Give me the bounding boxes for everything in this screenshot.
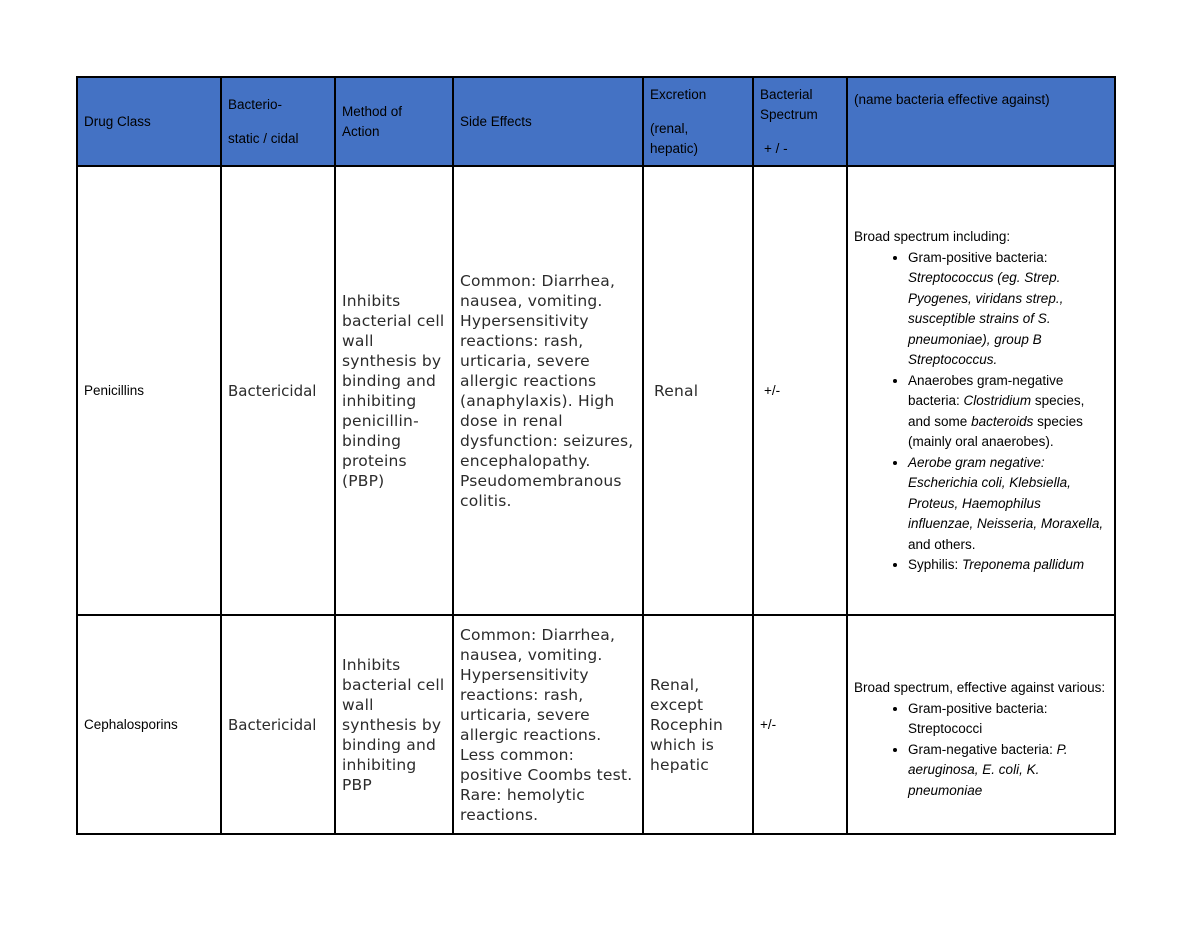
header-method: Method of Action <box>335 77 453 166</box>
bacteria-intro: Broad spectrum, effective against various: <box>854 680 1106 695</box>
excretion-cell: Renal <box>643 166 753 615</box>
header-side-effects: Side Effects <box>453 77 643 166</box>
bacteria-intro: Broad spectrum including: <box>854 229 1011 245</box>
method-cell: Inhibits bacterial cell wall synthesis by binding and inhibiting penicillin-binding proteins (PBP) <box>335 166 453 615</box>
list-item: • Aerobe gram negative: Escherichia coli, Klebsiella, Proteus, Haemophilus influenzae, Neisseria, Moraxella, and others. <box>908 453 1108 556</box>
bacterio-cell: Bactericidal <box>221 166 335 615</box>
side-effects-cell: Common: Diarrhea, nausea, vomiting. Hypersensitivity reactions: rash, urticaria, severe allergic reactions. Less common: positive Coombs test. Rare: hemolytic reactions. <box>453 615 643 834</box>
method-cell: Inhibits bacterial cell wall synthesis by binding and inhibiting PBP <box>335 615 453 834</box>
table-row <box>77 166 1115 615</box>
list-item: • Gram-negative bacteria: P. aeruginosa, E. coli, K. pneumoniae <box>908 740 1108 802</box>
list-item: • Gram-positive bacteria: Streptococci <box>908 699 1108 740</box>
bacteria-list <box>854 699 1108 802</box>
spectrum-sign-cell: +/- <box>753 166 847 615</box>
spectrum-sign-cell: +/- <box>753 615 847 834</box>
bacteria-list <box>854 248 1108 576</box>
header-excretion: Excretion (renal, hepatic) <box>643 77 753 166</box>
bacteria-cell <box>847 166 1115 615</box>
list-item: • Syphilis: Treponema pallidum <box>908 555 1108 576</box>
bacteria-cell <box>847 615 1115 834</box>
excretion-cell: Renal, except Rocephin which is hepatic <box>643 615 753 834</box>
header-bacteria: (name bacteria effective against) <box>847 77 1115 166</box>
header-row <box>77 77 1115 166</box>
drug-class-cell: Penicillins <box>77 166 221 615</box>
bacterio-cell: Bactericidal <box>221 615 335 834</box>
list-item: • Anaerobes gram-negative bacteria: Clostridium species, and some bacteroids species (mainly oral anaerobes). <box>908 371 1108 453</box>
header-bacterio: Bacterio- static / cidal <box>221 77 335 166</box>
table-row <box>77 615 1115 834</box>
header-spectrum: Bacterial Spectrum + / - <box>753 77 847 166</box>
header-drug-class: Drug Class <box>77 77 221 166</box>
side-effects-cell: Common: Diarrhea, nausea, vomiting. Hypersensitivity reactions: rash, urticaria, severe allergic reactions (anaphylaxis). High dose in renal dysfunction: seizures, encephalopathy. Pseudomembranous colitis. <box>453 166 643 615</box>
drug-class-cell: Cephalosporins <box>77 615 221 834</box>
list-item: • Gram-positive bacteria: Streptococcus (eg. Strep. Pyogenes, viridans strep., susceptible strains of S. pneumoniae), group B Streptococcus. <box>908 248 1108 371</box>
drug-class-table <box>76 76 1116 835</box>
